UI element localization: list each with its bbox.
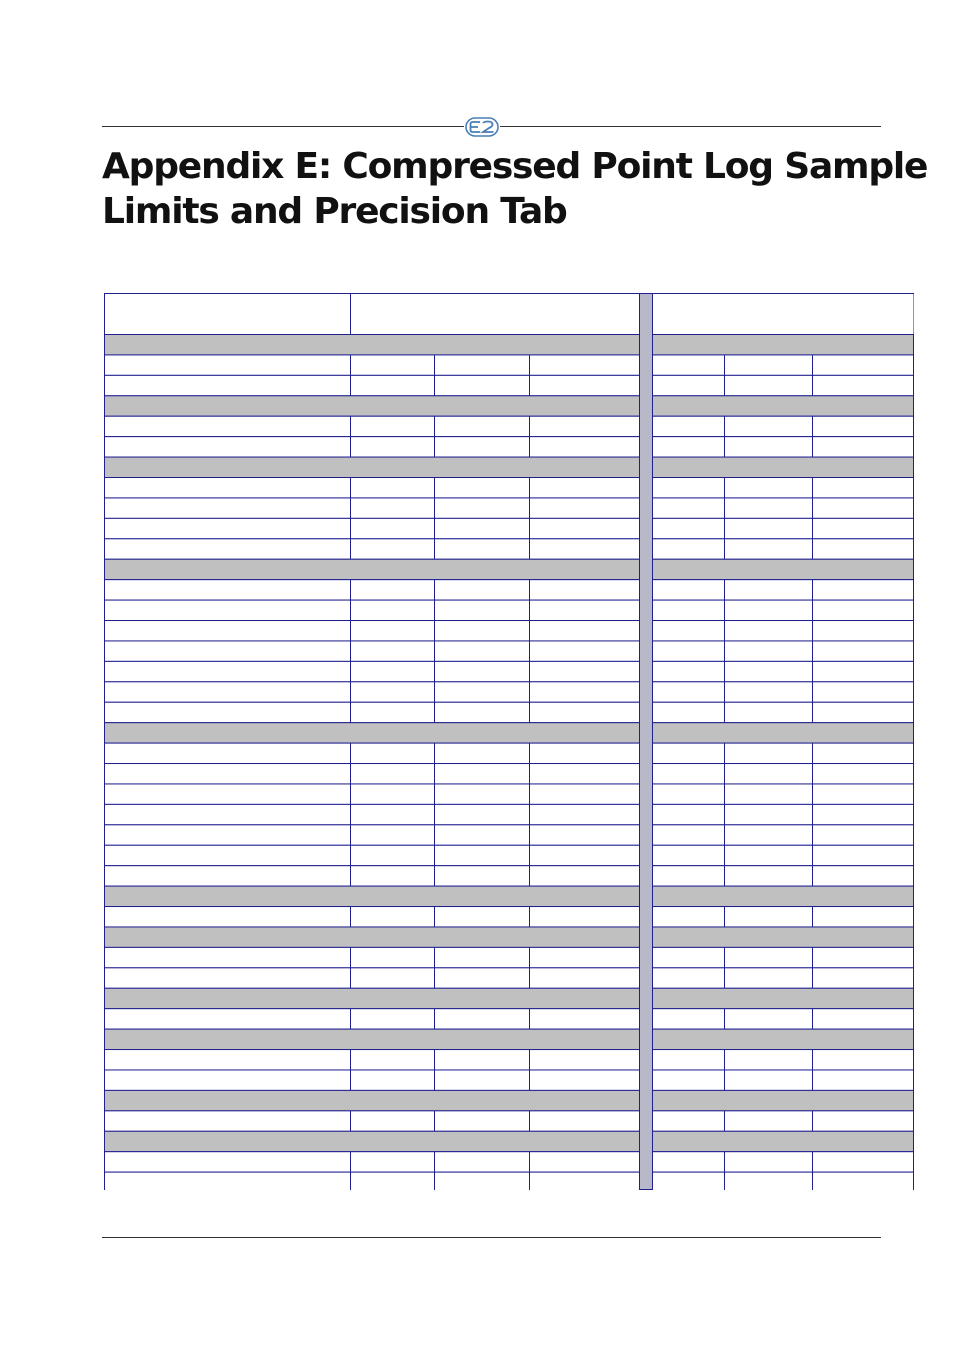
data-row-right (653, 682, 914, 702)
section-row-left (105, 457, 640, 477)
data-row-right (653, 1050, 914, 1070)
data-row-left (105, 784, 640, 804)
page-title (102, 144, 928, 234)
data-row-left (105, 947, 640, 967)
table-grid (104, 293, 914, 1190)
data-row-right (653, 702, 914, 722)
data-row-left (105, 1111, 640, 1131)
section-row-left (105, 1131, 640, 1151)
data-row-left (105, 580, 640, 600)
data-row-right (653, 416, 914, 436)
section-row-right (653, 988, 914, 1008)
data-row-right (653, 968, 914, 988)
section-row-left (105, 396, 640, 416)
data-row-left (105, 355, 640, 375)
data-row-left (105, 1152, 640, 1172)
data-row-right (653, 641, 914, 661)
section-row-left (105, 927, 640, 947)
data-row-right (653, 621, 914, 641)
section-row-right (653, 886, 914, 906)
section-row-left (105, 723, 640, 743)
data-row-left (105, 1050, 640, 1070)
data-row-left (105, 641, 640, 661)
section-row-right (653, 1090, 914, 1110)
data-row-right (653, 498, 914, 518)
data-row-left (105, 518, 640, 538)
data-row-left (105, 661, 640, 681)
block-divider-strip (640, 294, 653, 1190)
data-row-right (653, 1070, 914, 1090)
section-row-left (105, 886, 640, 906)
data-row-left (105, 621, 640, 641)
data-row-right (653, 907, 914, 927)
data-row-right (653, 764, 914, 784)
data-row-left (105, 437, 640, 457)
data-row-left (105, 478, 640, 498)
data-row-right (653, 375, 914, 395)
footer-rule (102, 1237, 881, 1238)
data-row-left (105, 682, 640, 702)
data-row-right (653, 784, 914, 804)
data-row-right (653, 1172, 914, 1190)
data-row-left (105, 845, 640, 865)
data-row-left (105, 907, 640, 927)
section-row-left (105, 988, 640, 1008)
data-row-right (653, 580, 914, 600)
data-row-right (653, 845, 914, 865)
data-row-left (105, 804, 640, 824)
data-row-left (105, 743, 640, 763)
section-row-right (653, 335, 914, 355)
section-row-right (653, 559, 914, 579)
data-row-left (105, 702, 640, 722)
data-row-right (653, 866, 914, 886)
section-row-right (653, 723, 914, 743)
data-row-right (653, 478, 914, 498)
section-row-left (105, 335, 640, 355)
page-title-line-1: Appendix E: Compressed Point Log Sample (102, 146, 928, 187)
data-row-left (105, 1009, 640, 1029)
e2-logo (464, 116, 500, 138)
data-row-right (653, 1111, 914, 1131)
limits-precision-table (104, 293, 914, 1190)
section-row-left (105, 1090, 640, 1110)
data-row-left (105, 1172, 640, 1190)
data-row-right (653, 539, 914, 559)
data-row-right (653, 743, 914, 763)
data-row-right (653, 947, 914, 967)
data-row-left (105, 866, 640, 886)
data-row-left (105, 375, 640, 395)
e2-logo-icon (464, 116, 500, 138)
section-row-left (105, 559, 640, 579)
section-row-right (653, 457, 914, 477)
data-row-left (105, 825, 640, 845)
data-row-left (105, 1070, 640, 1090)
section-row-right (653, 1131, 914, 1151)
section-row-right (653, 1029, 914, 1049)
data-row-left (105, 764, 640, 784)
page-title-line-2: Limits and Precision Tab (102, 191, 567, 232)
data-row-right (653, 600, 914, 620)
section-row-right (653, 927, 914, 947)
data-row-right (653, 804, 914, 824)
data-row-right (653, 437, 914, 457)
data-row-left (105, 539, 640, 559)
section-row-left (105, 1029, 640, 1049)
data-row-left (105, 416, 640, 436)
data-row-right (653, 355, 914, 375)
data-row-left (105, 968, 640, 988)
data-row-right (653, 661, 914, 681)
data-row-left (105, 498, 640, 518)
data-row-right (653, 1152, 914, 1172)
data-row-left (105, 600, 640, 620)
data-row-right (653, 825, 914, 845)
data-row-right (653, 1009, 914, 1029)
section-row-right (653, 396, 914, 416)
data-row-right (653, 518, 914, 538)
